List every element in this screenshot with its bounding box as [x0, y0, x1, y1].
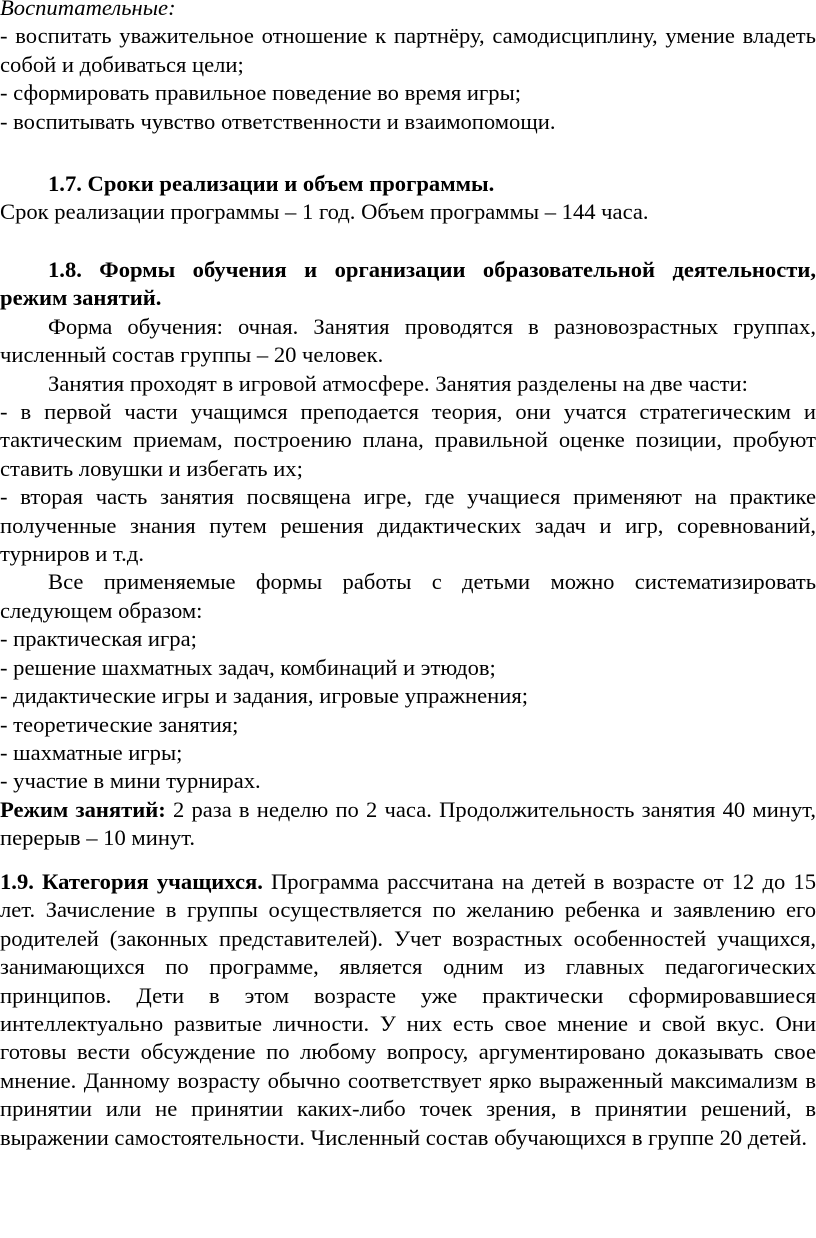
paragraph: - вторая часть занятия посвящена игре, где учащиеся применяют на практике полученные знания путем решения дидактических задач и игр, соревнований, турниров и т.д. — [0, 484, 816, 567]
list-item: - воспитывать чувство ответственности и взаимопомощи. — [0, 108, 556, 134]
subsection-title: Воспитательные: — [0, 0, 176, 20]
list-item: - воспитать уважительное отношение к партнёру, самодисциплину, умение владеть собой и добиваться цели; — [0, 23, 816, 77]
section-heading: 1.9. Категория учащихся. — [0, 869, 263, 894]
section-heading: 1.8. Формы обучения и организации образовательной деятельности, режим занятий. — [0, 257, 816, 311]
list-item: - дидактические игры и задания, игровые упражнения; — [0, 683, 528, 709]
list-item: - сформировать правильное поведение во время игры; — [0, 80, 522, 106]
paragraph: - в первой части учащимся преподается теория, они учатся стратегическим и тактическим приемам, построению плана, правильной оценке позиции, пробуют ставить ловушки и избегать их; — [0, 399, 816, 481]
section-educational-goals — [0, 0, 816, 136]
paragraph: Занятия проходят в игровой атмосфере. Занятия разделены на две части: — [48, 370, 748, 396]
paragraph: Форма обучения: очная. Занятия проводятся в разновозрастных группах, численный состав группы – 20 человек. — [0, 313, 816, 368]
section-heading: 1.7. Сроки реализации и объем программы. — [48, 171, 495, 196]
paragraph: Все применяемые формы работы с детьми можно систематизировать следующем образом: — [0, 569, 816, 623]
regime-text: 2 раза в неделю по 2 часа. Продолжительность занятия 40 минут, перерыв – 10 минут. — [0, 796, 816, 851]
list-item: - практическая игра; — [0, 626, 197, 652]
list-item: - шахматные игры; — [0, 739, 183, 765]
section-text: Программа рассчитана на детей в возрасте от 12 до 15 лет. Зачисление в группы осуществляется по желанию ребенка и заявлению его родителей (законных представителей). Учет возрастных особенностей учащихся, занимающихся по программе, является одним из главных педагогических принципов. Дети в этом возрасте уже практически сформировавшиеся интеллектуально развитые личности. У них есть свое мнение и свой вкус. Они готовы вести обсуждение по любому вопросу, аргументировано доказывать свое мнение. Данному возрасту обычно соответствует ярко выраженный максимализм в принятии или не принятии каких-либо точек зрения, в принятии решений, в выражении самостоятельности. Численный состав обучающихся в группе 20 детей. — [0, 869, 816, 1150]
list-item: - решение шахматных задач, комбинаций и этюдов; — [0, 654, 496, 680]
section-1-9 — [0, 868, 816, 1152]
paragraph — [0, 868, 816, 1152]
list-item: - участие в мини турнирах. — [0, 768, 261, 794]
regime-label: Режим занятий: — [0, 796, 166, 822]
section-1-7 — [0, 170, 816, 227]
list-item: - теоретические занятия; — [0, 711, 239, 737]
section-1-8 — [0, 256, 816, 853]
paragraph: Срок реализации программы – 1 год. Объем программы – 144 часа. — [0, 199, 649, 225]
regime-paragraph — [0, 796, 816, 853]
